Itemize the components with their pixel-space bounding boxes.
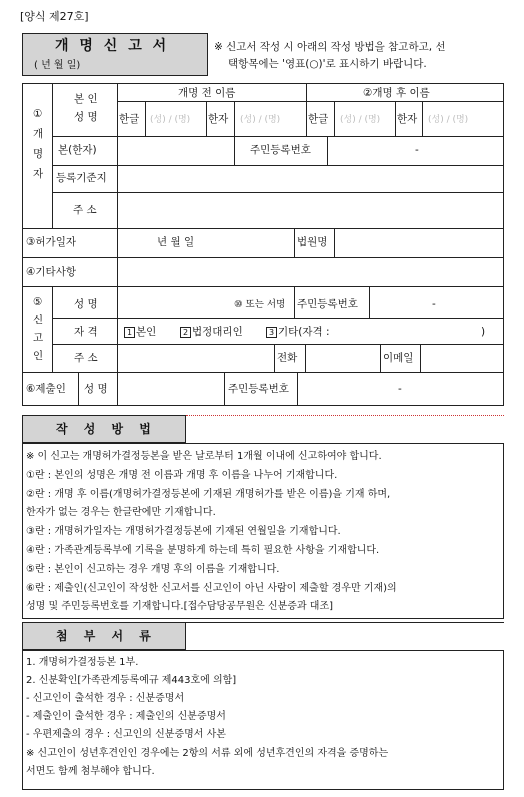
after-hanja-label: 한자 <box>397 113 418 125</box>
qual-option-self-label: 본인 <box>136 326 157 338</box>
attach-line: 서면도 함께 첨부해야 합니다. <box>26 766 155 777</box>
origin-label: 본(한자) <box>58 144 97 156</box>
permission-label: ③허가일자 <box>26 236 76 248</box>
submitter-rrn-dash[interactable]: - <box>398 383 402 395</box>
reporter-section-char-2: 고 <box>33 332 44 344</box>
permission-date[interactable]: 년 월 일 <box>157 236 195 248</box>
reporter-section-char-1: 신 <box>33 314 44 326</box>
before-hanja-field[interactable]: (성) / (명) <box>240 115 281 125</box>
submitter-rrn-label: 주민등록번호 <box>228 383 289 395</box>
method-line: 한자가 없는 경우는 한글란에만 기재합니다. <box>26 507 216 518</box>
person-rrn-label: 주민등록번호 <box>250 144 311 156</box>
qual-option-legal-label: 법정대리인 <box>192 326 243 338</box>
qual-option-close: ) <box>481 326 486 338</box>
reporter-sign[interactable]: ⑩ 또는 서명 <box>234 299 286 310</box>
base-label: 등록기준지 <box>56 172 107 184</box>
person-section-num: ① <box>33 108 43 120</box>
reporter-qual-label: 자 격 <box>74 326 98 338</box>
qual-option-legal[interactable]: 2 법정대리인 <box>180 326 243 338</box>
form-title: 개 명 신 고 서 <box>55 38 170 54</box>
notice-line-1: ※ 신고서 작성 시 아래의 작성 방법을 참고하고, 선 <box>214 41 446 53</box>
attach-line: 2. 신분확인[가족관계등록예규 제443호에 의함] <box>26 675 237 686</box>
attach-heading: 첨 부 서 류 <box>56 629 157 643</box>
reporter-address-label: 주 소 <box>74 352 98 364</box>
attach-line: ※ 신고인이 성년후견인인 경우에는 2항의 서류 외에 성년후견인의 자격을 증명하는 <box>26 748 389 759</box>
method-line: ①란 : 본인의 성명은 개명 전 이름과 개명 후 이름을 나누어 기재합니다. <box>26 470 338 481</box>
method-line: ⑤란 : 본인이 신고하는 경우 개명 후의 이름을 기재합니다. <box>26 564 280 575</box>
name-label-1: 본 인 <box>74 93 98 105</box>
method-heading: 작 성 방 법 <box>56 422 157 436</box>
method-line: ⑥란 : 제출인(신고인이 작성한 신고서를 신고인이 아닌 사람이 제출할 경우만 기재)의 <box>26 583 397 594</box>
reporter-section-char-3: 인 <box>33 350 44 362</box>
attach-line: - 신고인이 출석한 경우 : 신분증명서 <box>26 693 185 704</box>
form-number: [양식 제27호] <box>20 10 89 23</box>
email-label: 이메일 <box>383 352 414 364</box>
person-address-label: 주 소 <box>73 204 97 216</box>
reporter-rrn-label: 주민등록번호 <box>297 298 358 310</box>
submitter-name-label: 성 명 <box>84 383 108 395</box>
before-hangul-label: 한글 <box>119 113 140 125</box>
reporter-rrn-dash[interactable]: - <box>432 298 436 310</box>
other-label: ④기타사항 <box>26 266 76 278</box>
reporter-name-label: 성 명 <box>74 298 98 310</box>
person-section-char-1: 개 <box>33 128 44 140</box>
phone-label: 전화 <box>277 352 298 364</box>
before-name-header: 개명 전 이름 <box>178 87 236 99</box>
after-hangul-label: 한글 <box>308 113 329 125</box>
after-name-header: ②개명 후 이름 <box>363 87 430 99</box>
submitter-label: ⑥제출인 <box>26 383 66 395</box>
before-hanja-label: 한자 <box>208 113 229 125</box>
name-label-2: 성 명 <box>74 111 98 123</box>
person-rrn-dash[interactable]: - <box>415 144 419 156</box>
after-hanja-field[interactable]: (성) / (명) <box>428 115 469 125</box>
notice-line-2: 택항목에는 '영표(○)'로 표시하기 바랍니다. <box>228 58 427 70</box>
attach-line: - 제출인이 출석한 경우 : 제출인의 신분증명서 <box>26 711 226 722</box>
qual-option-other-label: 기타(자격 : <box>278 326 330 338</box>
method-line: ③란 : 개명허가일자는 개명허가결정등본에 기재된 연월일을 기재합니다. <box>26 526 341 537</box>
qual-option-other[interactable]: 3 기타(자격 : <box>266 326 330 338</box>
form-date-line: ( 년 월 일) <box>34 60 81 71</box>
person-section-char-2: 명 <box>33 148 44 160</box>
attach-line: - 우편제출의 경우 : 신고인의 신분증명서 사본 <box>26 729 226 740</box>
attach-line: 1. 개명허가결정등본 1부. <box>26 657 139 668</box>
court-label: 법원명 <box>297 236 328 248</box>
before-hangul-field[interactable]: (성) / (명) <box>150 115 191 125</box>
method-line: ②란 : 개명 후 이름(개명허가결정등본에 기재된 개명허가를 받은 이름)을 기재 하며, <box>26 489 391 500</box>
person-section-char-3: 자 <box>33 168 44 180</box>
method-line: ④란 : 가족관계등록부에 기록을 분명하게 하는데 특히 필요한 사항을 기재합니다. <box>26 545 380 556</box>
method-line: 성명 및 주민등록번호를 기재합니다.[접수담당공무원은 신분증과 대조] <box>26 601 334 612</box>
after-hangul-field[interactable]: (성) / (명) <box>340 115 381 125</box>
reporter-section-num: ⑤ <box>33 296 43 308</box>
method-line: ※ 이 신고는 개명허가결정등본을 받은 날로부터 1개월 이내에 신고하여야 합니다. <box>26 451 382 462</box>
qual-option-self[interactable]: 1 본인 <box>124 326 156 338</box>
